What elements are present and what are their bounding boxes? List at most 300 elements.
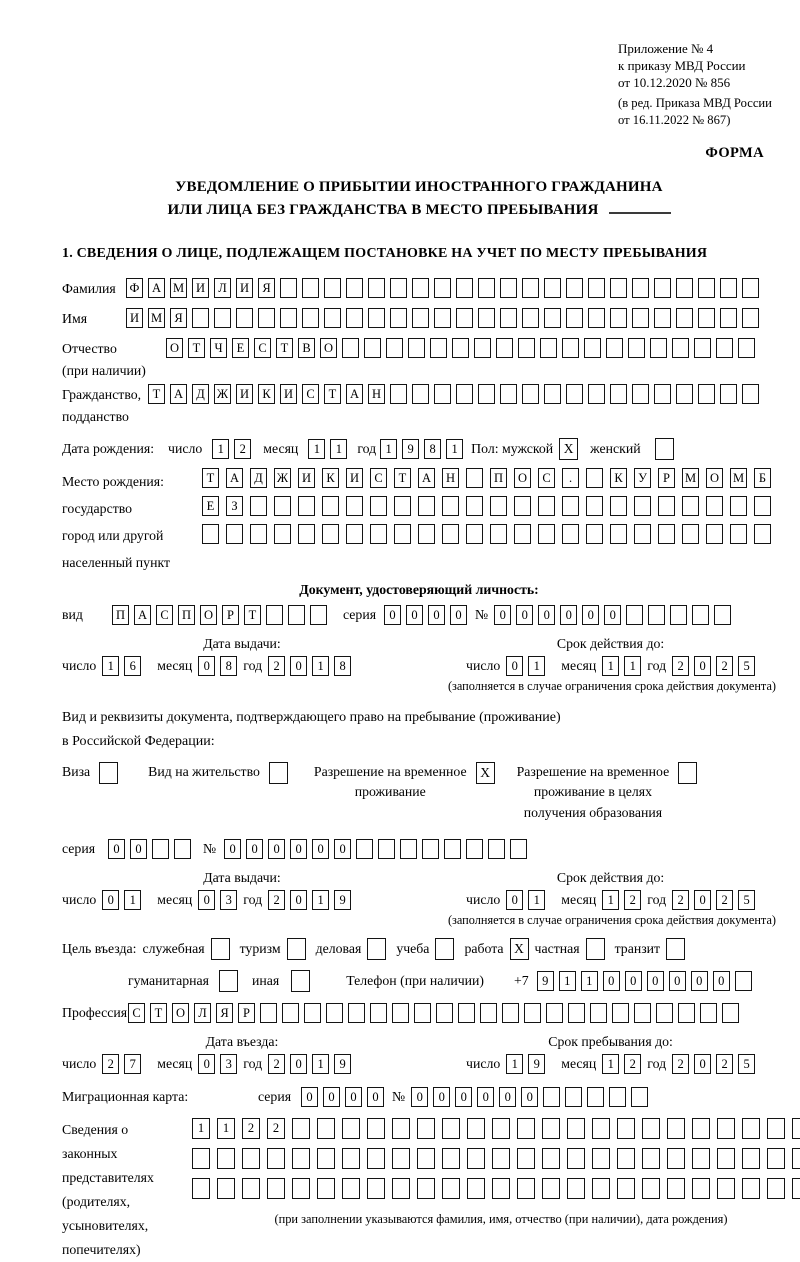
form-cell	[566, 308, 583, 328]
form-cell	[367, 1118, 385, 1139]
form-cell: М	[730, 468, 747, 488]
doc-issue-month-cells	[198, 656, 237, 676]
form-cell	[417, 1178, 435, 1199]
form-cell: К	[258, 384, 275, 404]
form-cell	[346, 496, 363, 516]
purpose-other-label: иная	[251, 972, 280, 988]
form-cell	[304, 1003, 321, 1023]
form-cell	[269, 762, 288, 784]
form-cell	[667, 1148, 685, 1169]
form-cell	[500, 384, 517, 404]
form-cell	[730, 496, 747, 516]
form-cell	[518, 338, 535, 358]
gender-male-label: Пол: мужской	[471, 441, 554, 457]
form-cell	[346, 524, 363, 544]
form-cell	[480, 1003, 497, 1023]
form-cell	[562, 338, 579, 358]
birth-place-cells-row2	[202, 496, 771, 516]
legal-reps-row	[62, 1118, 776, 1262]
form-cell	[418, 496, 435, 516]
form-cell	[565, 1087, 582, 1107]
purpose-tourism-checkbox	[287, 938, 306, 960]
form-cell	[434, 384, 451, 404]
form-cell	[742, 384, 759, 404]
form-cell: М	[682, 468, 699, 488]
form-cell	[367, 938, 386, 960]
birth-year-cells	[380, 439, 463, 459]
entry-date-group	[62, 1034, 422, 1074]
form-cell	[562, 496, 579, 516]
form-cell	[496, 338, 513, 358]
form-cell: В	[298, 338, 315, 358]
amendment-reference: (в ред. Приказа МВД России от 16.11.2022 № 867)	[618, 96, 772, 128]
form-cell	[754, 524, 771, 544]
form-cell	[694, 338, 711, 358]
form-cell: 2	[716, 890, 733, 910]
form-cell	[586, 496, 603, 516]
form-cell	[211, 938, 230, 960]
form-cell	[587, 1087, 604, 1107]
form-cell	[378, 839, 395, 859]
form-cell: 5	[738, 656, 755, 676]
doc-issue-row	[62, 656, 422, 676]
birth-date-label: Дата рождения:	[62, 441, 155, 457]
form-cell	[474, 338, 491, 358]
form-cell	[400, 839, 417, 859]
stay-until-row	[466, 1054, 755, 1074]
legal-reps-label: Сведения о законных представителях (родителях, усыновителях, попечителях)	[62, 1121, 154, 1257]
form-cell: 2	[242, 1118, 260, 1139]
form-cell: Т	[148, 384, 165, 404]
form-cell: М	[148, 308, 165, 328]
form-cell: 2	[624, 1054, 641, 1074]
form-cell: 0	[198, 890, 215, 910]
form-cell	[667, 1118, 685, 1139]
form-cell	[250, 496, 267, 516]
form-cell: Р	[658, 468, 675, 488]
form-cell	[658, 496, 675, 516]
form-cell: 1	[528, 890, 545, 910]
form-cell	[442, 524, 459, 544]
form-cell: 0	[268, 839, 285, 859]
form-cell	[543, 1087, 560, 1107]
form-cell	[322, 496, 339, 516]
form-cell	[742, 1118, 760, 1139]
form-cell	[542, 1148, 560, 1169]
form-cell: Р	[238, 1003, 255, 1023]
form-cell	[434, 278, 451, 298]
form-cell	[260, 1003, 277, 1023]
purpose-study-label: учеба	[396, 940, 430, 956]
residence-validity-note: (заполняется в случае ограничения срока действия документа)	[447, 912, 776, 927]
form-cell: 9	[402, 439, 419, 459]
form-cell	[590, 1003, 607, 1023]
form-cell: 0	[433, 1087, 450, 1107]
form-cell	[540, 338, 557, 358]
stay-month-label: месяц	[561, 1055, 597, 1071]
form-cell	[631, 1087, 648, 1107]
title-line1: УВЕДОМЛЕНИЕ О ПРИБЫТИИ ИНОСТРАННОГО ГРАЖДАНИНА	[175, 178, 663, 195]
form-cell	[488, 839, 505, 859]
form-cell	[667, 1178, 685, 1199]
entry-day-cells	[102, 1054, 141, 1074]
form-cell	[500, 278, 517, 298]
form-cell	[628, 338, 645, 358]
form-cell: Я	[170, 308, 187, 328]
form-cell	[592, 1178, 610, 1199]
form-cell: Н	[442, 468, 459, 488]
phone-cells	[537, 971, 752, 991]
form-cell	[717, 1148, 735, 1169]
citizenship-row	[62, 384, 776, 428]
form-cell: Н	[368, 384, 385, 404]
form-cell	[542, 1118, 560, 1139]
form-cell: 5	[738, 1054, 755, 1074]
form-cell	[566, 384, 583, 404]
form-cell: 0	[477, 1087, 494, 1107]
legal-reps-cells-row2	[192, 1148, 800, 1169]
form-cell: X	[510, 938, 529, 960]
doc-number-label: №	[475, 607, 489, 623]
form-cell	[567, 1148, 585, 1169]
legal-reps-cells-row1	[192, 1118, 800, 1139]
entry-month-cells	[198, 1054, 237, 1074]
form-cell	[592, 1118, 610, 1139]
form-cell	[370, 524, 387, 544]
form-cell	[510, 839, 527, 859]
form-cell	[682, 496, 699, 516]
form-cell	[478, 278, 495, 298]
form-cell	[324, 278, 341, 298]
form-cell	[656, 1003, 673, 1023]
doc-validity-note: (заполняется в случае ограничения срока действия документа)	[447, 679, 776, 694]
form-cell: Т	[276, 338, 293, 358]
form-cell: 0	[521, 1087, 538, 1107]
profession-cells	[128, 1003, 739, 1023]
form-cell: 2	[234, 439, 251, 459]
form-cell: Т	[394, 468, 411, 488]
form-cell	[390, 384, 407, 404]
form-cell	[214, 308, 231, 328]
birth-place-row	[62, 468, 776, 576]
patronymic-cells	[166, 338, 755, 358]
form-cell	[612, 1003, 629, 1023]
form-cell	[274, 524, 291, 544]
migration-series-cells	[301, 1087, 384, 1107]
form-cell	[672, 338, 689, 358]
form-cell	[242, 1178, 260, 1199]
form-cell	[442, 1148, 460, 1169]
form-cell: 0	[691, 971, 708, 991]
form-cell: 0	[713, 971, 730, 991]
form-cell	[466, 524, 483, 544]
form-cell	[422, 839, 439, 859]
form-cell	[219, 970, 238, 992]
form-cell	[490, 524, 507, 544]
profession-label: Профессия	[62, 1004, 128, 1020]
form-cell	[566, 278, 583, 298]
form-cell	[417, 1118, 435, 1139]
form-cell	[412, 308, 429, 328]
residence-issue-year-cells	[268, 890, 351, 910]
form-cell	[610, 278, 627, 298]
purpose-humanitarian-checkbox	[219, 970, 238, 992]
form-cell: 0	[198, 656, 215, 676]
option-residence-permit-checkbox	[269, 762, 288, 784]
purpose-row	[62, 938, 776, 960]
form-cell: Ж	[274, 468, 291, 488]
form-cell	[738, 338, 755, 358]
purpose-business-label: деловая	[315, 940, 362, 956]
purpose-private-checkbox	[586, 938, 605, 960]
form-cell	[324, 308, 341, 328]
birth-place-cells-row1	[202, 468, 771, 488]
form-cell	[348, 1003, 365, 1023]
form-cell: 1	[312, 890, 329, 910]
patronymic-label: Отчество (при наличии)	[62, 341, 146, 379]
form-cell	[492, 1148, 510, 1169]
form-cell: 0	[290, 890, 307, 910]
form-cell	[754, 496, 771, 516]
form-cell	[236, 308, 253, 328]
form-cell: С	[302, 384, 319, 404]
form-cell: 1	[602, 1054, 619, 1074]
form-cell	[542, 1178, 560, 1199]
form-cell	[730, 524, 747, 544]
option-temp-residence-education	[517, 762, 698, 824]
form-cell: П	[178, 605, 195, 625]
form-cell	[717, 1178, 735, 1199]
residence-issue-month-cells	[198, 890, 237, 910]
form-cell	[522, 384, 539, 404]
form-cell: 0	[345, 1087, 362, 1107]
doc-validity-row	[466, 656, 755, 676]
form-cell: 0	[290, 839, 307, 859]
patronymic-row	[62, 338, 776, 382]
doc-issue-year-label: год	[243, 658, 263, 674]
doc-series-cells	[384, 605, 467, 625]
form-cell: Д	[192, 384, 209, 404]
form-cell	[322, 524, 339, 544]
form-cell	[654, 278, 671, 298]
form-cell	[342, 1118, 360, 1139]
form-cell	[678, 1003, 695, 1023]
form-cell	[722, 1003, 739, 1023]
form-cell	[217, 1148, 235, 1169]
name-label: Имя	[62, 311, 88, 327]
form-cell	[478, 308, 495, 328]
form-cell	[588, 278, 605, 298]
form-cell	[714, 605, 731, 625]
form-cell: 0	[312, 839, 329, 859]
gender-female-checkbox	[655, 438, 674, 460]
form-cell	[514, 524, 531, 544]
form-cell: .	[562, 468, 579, 488]
stay-day-label: число	[466, 1055, 501, 1071]
form-cell	[492, 1118, 510, 1139]
form-cell	[342, 1178, 360, 1199]
form-cell: 1	[528, 656, 545, 676]
form-cell	[346, 278, 363, 298]
residence-doc-dates	[62, 870, 776, 910]
form-cell: 0	[224, 839, 241, 859]
form-cell	[538, 496, 555, 516]
option-temp-residence-checkbox	[476, 762, 495, 784]
form-cell: 0	[130, 839, 147, 859]
phone-label: Телефон (при наличии)	[346, 972, 485, 988]
form-cell: З	[226, 496, 243, 516]
form-cell	[517, 1148, 535, 1169]
form-cell	[500, 308, 517, 328]
form-cell	[202, 524, 219, 544]
form-cell: 0	[450, 605, 467, 625]
form-cell	[417, 1148, 435, 1169]
form-label: ФОРМА	[705, 144, 764, 161]
form-cell	[538, 524, 555, 544]
phone-prefix: +7	[514, 972, 529, 988]
form-cell	[632, 308, 649, 328]
entry-year-label: год	[243, 1055, 263, 1071]
form-cell	[617, 1178, 635, 1199]
identity-doc-dates	[62, 636, 776, 676]
form-cell: О	[200, 605, 217, 625]
form-cell	[742, 278, 759, 298]
form-cell	[610, 524, 627, 544]
form-cell: 8	[334, 656, 351, 676]
form-cell	[792, 1148, 800, 1169]
residence-number-label: №	[203, 840, 217, 856]
form-cell	[678, 762, 697, 784]
form-cell	[392, 1178, 410, 1199]
residence-validity-year-cells	[672, 890, 755, 910]
form-cell	[634, 524, 651, 544]
form-cell: 2	[672, 890, 689, 910]
form-cell	[444, 839, 461, 859]
form-cell: Л	[214, 278, 231, 298]
form-cell: 0	[246, 839, 263, 859]
form-cell	[458, 1003, 475, 1023]
form-cell: О	[320, 338, 337, 358]
birth-month-cells	[308, 439, 347, 459]
form-cell: А	[226, 468, 243, 488]
gender-female-label: женский	[590, 441, 641, 457]
form-cell: А	[170, 384, 187, 404]
birth-day-label: число	[168, 441, 203, 457]
stay-month-cells	[602, 1054, 641, 1074]
residence-series-row	[62, 838, 776, 860]
form-cell	[274, 496, 291, 516]
form-cell	[720, 308, 737, 328]
form-cell	[217, 1178, 235, 1199]
form-cell	[192, 308, 209, 328]
form-cell: 0	[290, 656, 307, 676]
form-cell	[280, 308, 297, 328]
form-cell	[546, 1003, 563, 1023]
form-cell	[342, 338, 359, 358]
form-cell	[522, 308, 539, 328]
form-cell: 0	[694, 656, 711, 676]
form-cell	[517, 1118, 535, 1139]
residence-series-label: серия	[62, 840, 96, 856]
form-cell	[567, 1178, 585, 1199]
form-cell	[266, 605, 283, 625]
form-cell	[642, 1178, 660, 1199]
residence-issue-month-label: месяц	[157, 891, 193, 907]
form-cell: 5	[738, 890, 755, 910]
form-cell	[368, 308, 385, 328]
identity-doc-type-row	[62, 604, 776, 626]
form-cell: 1	[102, 656, 119, 676]
form-cell	[370, 1003, 387, 1023]
form-cell	[682, 524, 699, 544]
entry-year-cells	[268, 1054, 351, 1074]
doc-validity-month-cells	[602, 656, 641, 676]
form-cell	[288, 605, 305, 625]
doc-validity-day-cells	[506, 656, 545, 676]
form-cell	[430, 338, 447, 358]
form-cell: 0	[384, 605, 401, 625]
form-cell	[466, 468, 483, 488]
form-cell: 9	[334, 1054, 351, 1074]
form-cell	[562, 524, 579, 544]
birth-place-label: Место рождения: государство город или другой населенный пункт	[62, 474, 171, 571]
form-cell: Е	[202, 496, 219, 516]
form-cell	[692, 1118, 710, 1139]
residence-validity-day-cells	[506, 890, 545, 910]
form-cell	[792, 1118, 800, 1139]
form-cell: К	[322, 468, 339, 488]
form-cell: 1	[312, 656, 329, 676]
form-cell: 1	[124, 890, 141, 910]
form-cell: А	[148, 278, 165, 298]
citizenship-cells	[148, 384, 759, 404]
form-cell	[418, 524, 435, 544]
migration-number-cells	[411, 1087, 648, 1107]
birth-day-cells	[212, 439, 251, 459]
residence-validity-month-cells	[602, 890, 641, 910]
entry-date-row	[62, 1054, 422, 1074]
purpose-official-checkbox	[211, 938, 230, 960]
form-cell	[654, 308, 671, 328]
form-cell: 2	[268, 1054, 285, 1074]
option-visa-checkbox	[99, 762, 118, 784]
form-cell	[592, 1148, 610, 1169]
form-cell: 0	[647, 971, 664, 991]
form-cell	[292, 1118, 310, 1139]
form-cell	[287, 938, 306, 960]
form-cell: 1	[581, 971, 598, 991]
residence-doc-options	[62, 762, 776, 824]
form-cell	[490, 496, 507, 516]
form-cell	[317, 1178, 335, 1199]
form-cell: 0	[560, 605, 577, 625]
form-cell: 1	[380, 439, 397, 459]
form-cell: Ж	[214, 384, 231, 404]
form-cell: 0	[506, 656, 523, 676]
form-cell	[670, 605, 687, 625]
form-cell	[716, 338, 733, 358]
form-cell: 7	[124, 1054, 141, 1074]
form-cell	[317, 1118, 335, 1139]
form-cell: 0	[290, 1054, 307, 1074]
form-cell	[544, 384, 561, 404]
form-cell	[568, 1003, 585, 1023]
form-cell	[742, 1178, 760, 1199]
migration-series-label: серия	[258, 1088, 292, 1104]
form-cell	[692, 605, 709, 625]
form-cell: 1	[192, 1118, 210, 1139]
form-cell	[676, 278, 693, 298]
